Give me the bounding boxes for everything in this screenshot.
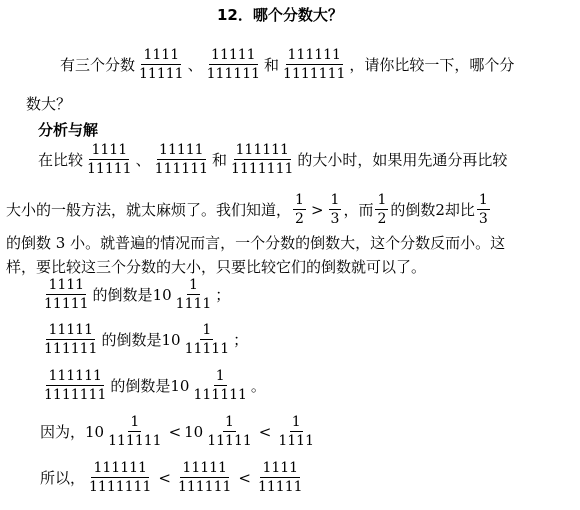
problem-line-2: 数大？ [26,95,72,113]
fraction-half: $\frac{1}{2}$ [295,192,304,227]
fraction-111111-1111111: $\frac{111111}{1111111}$ [231,142,294,177]
analysis-heading: 分析与解 [38,121,99,139]
fraction-11111-111111: $\frac{11111}{111111}$ [206,47,261,82]
fraction-half: $\frac{1}{2}$ [377,192,387,227]
conclusion-line: 所以， $\frac{111111}{1111111}$ < $\frac{11111}{111111}$ < $\frac{1111}{11111}$ [40,460,303,495]
analysis-line-2: 大小的一般方法，就太麻烦了。我们知道， $\frac{1}{2}$ > $\frac{1}{3}$ ，而 $\frac{1}{2}$ 的倒数2却比 $\frac{1}{3}$ [6,192,488,227]
because-line: 因为， 10 $\frac{1}{111111}$ < 10 $\frac{1}{11111}$ < $\frac{1}{1111}$ [40,414,314,449]
reciprocal-line-2: $\frac{11111}{111111}$ 的倒数是 10 $\frac{1}{11111}$ ； [44,322,249,357]
fraction-111111-1111111: $\frac{111111}{1111111}$ [283,47,346,82]
problem-prefix: 有三个分数 [60,56,136,74]
analysis-line-4: 样，要比较这三个分数的大小，只要比较它们的倒数就可以了。 [6,258,427,276]
reciprocal-line-1: $\frac{1111}{11111}$ 的倒数是 10 $\frac{1}{1111}$ ； [44,277,231,312]
analysis-line-1: 在比较 $\frac{1111}{11111}$ 、 $\frac{11111}{111111}$ 和 $\frac{111111}{1111111}$ 的大小时，如果用先通分再比较 [38,142,508,177]
fraction-11111-111111: $\frac{11111}{111111}$ [154,142,209,177]
fraction-third: $\frac{1}{3}$ [330,192,340,227]
reciprocal-line-3: $\frac{111111}{1111111}$ 的倒数是 10 $\frac{1}{111111}$ 。 [44,368,266,403]
problem-suffix: ，请你比较一下，哪个分 [349,56,515,74]
fraction-1111-11111: $\frac{1111}{11111}$ [87,142,132,177]
fraction-1111-11111: $\frac{1111}{11111}$ [139,47,184,82]
problem-line-1: 有三个分数 $\frac{1111}{11111}$ 、 $\frac{11111}{111111}$ 和 $\frac{111111}{1111111}$ ，请你比较一下，哪个分 [60,47,515,82]
problem-title: 12．哪个分数大？ [217,6,343,24]
analysis-line-3: 的倒数 3 小。就普遍的情况而言，一个分数的倒数大，这个分数反而小。这 [6,234,506,252]
fraction-third: $\frac{1}{3}$ [478,192,488,227]
